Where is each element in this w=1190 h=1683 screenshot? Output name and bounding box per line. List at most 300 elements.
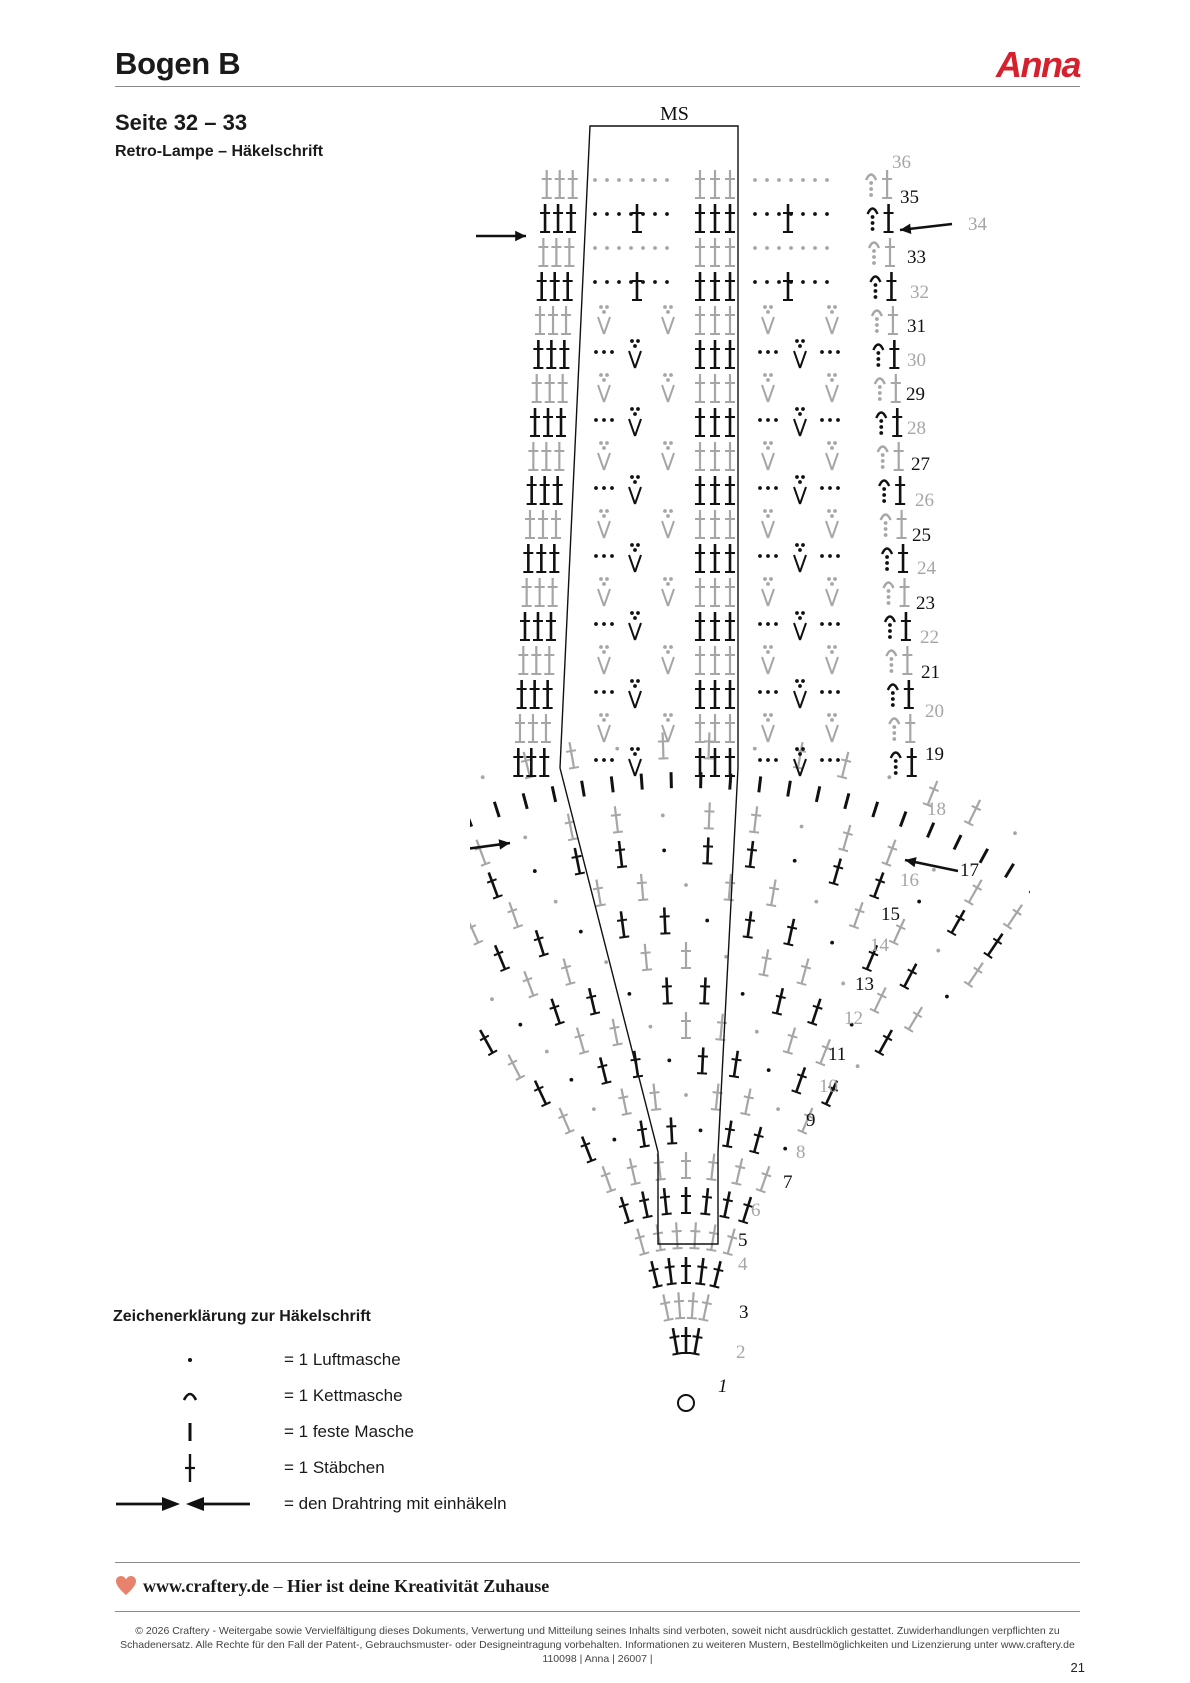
chain-stitch-symbol <box>836 486 840 490</box>
chain-stitch-symbol <box>602 486 606 490</box>
v-stitch-symbol <box>762 713 774 742</box>
v-stitch-symbol <box>794 475 806 504</box>
chain-stitch-symbol <box>594 622 598 626</box>
chain-stitch-symbol <box>885 561 889 565</box>
chain-stitch-symbol <box>763 441 767 445</box>
copyright-notice: © 2026 Craftery - Weitergabe sowie Vervielfältigung dieses Dokuments, Verwertung und Mitteilung seines Inhalts sind verboten, soweit nicht ausdrücklich gestattet. Zuwiderhandlungen verpflichten zu Schadenersatz. Alle Rechte für den Fall der Patent-, Gebrauchsmuster- oder Designeintragung vorbehalten. Informationen zu weiteren Mustern, Bestellmöglichkeiten und Lizenzierung unter www.craftery.de 110098 | Anna | 26007 | <box>120 1625 1075 1665</box>
stitch-foot <box>662 1213 672 1214</box>
v-right <box>668 589 674 606</box>
stitch-stem <box>900 812 906 827</box>
row-number-29: 29 <box>906 384 925 405</box>
chain-stitch-symbol <box>891 703 895 707</box>
stitch-stem <box>980 849 988 863</box>
chain-stitch-symbol <box>871 227 875 231</box>
stitch-crossbar <box>688 1301 698 1302</box>
chain-stitch-symbol <box>665 280 669 284</box>
v-left <box>662 317 668 334</box>
stitch-foot <box>837 776 847 778</box>
double-crochet-symbol <box>653 1153 666 1180</box>
stitch-crossbar <box>598 1065 608 1067</box>
chain-stitch-symbol <box>661 814 665 818</box>
stitch-stem <box>508 1055 520 1078</box>
stitch-foot <box>640 1145 650 1147</box>
v-stitch-symbol <box>662 441 674 470</box>
stitch-foot <box>667 1143 677 1144</box>
site-url[interactable]: www.craftery.de <box>143 1576 269 1596</box>
chain-stitch-symbol <box>663 713 667 717</box>
chain-stitch-symbol <box>605 212 609 216</box>
stitch-crossbar <box>735 1166 745 1168</box>
double-crochet-symbol <box>649 1083 662 1110</box>
chain-stitch-symbol <box>669 373 673 377</box>
double-crochet-symbol <box>759 948 773 975</box>
row-number-31: 31 <box>907 316 926 337</box>
v-left <box>629 623 635 640</box>
chain-stitch-symbol <box>801 339 805 343</box>
stitch-crossbar <box>660 1302 670 1304</box>
chain-stitch-symbol <box>798 480 802 484</box>
stitch-stem <box>764 949 769 975</box>
double-crochet-symbol <box>664 1257 677 1284</box>
stitch-crossbar <box>637 882 647 883</box>
chain-stitch-symbol <box>801 679 805 683</box>
double-crochet-symbol <box>540 476 550 504</box>
double-crochet-symbol <box>695 646 705 674</box>
v-right <box>604 385 610 402</box>
v-left <box>598 657 604 674</box>
chain-stitch-symbol <box>753 747 757 751</box>
stitch-crossbar <box>670 1336 680 1338</box>
slip-stitch-symbol <box>888 685 898 691</box>
double-crochet-symbol <box>783 1026 800 1054</box>
double-crochet-symbol <box>731 1157 747 1185</box>
chain-stitch-symbol <box>825 246 829 250</box>
chain-stitch-symbol <box>523 836 527 840</box>
v-left <box>826 725 832 742</box>
slip-stitch-symbol <box>879 481 889 487</box>
double-crochet-symbol <box>904 1004 926 1031</box>
v-stitch-symbol <box>629 747 641 776</box>
v-right <box>635 351 641 368</box>
double-crochet-symbol <box>710 714 720 742</box>
chain-stitch-symbol <box>830 446 834 450</box>
chain-stitch-symbol <box>869 187 873 191</box>
chain-stitch-symbol <box>879 431 883 435</box>
chain-stitch-symbol <box>833 373 837 377</box>
double-crochet-symbol <box>710 748 720 776</box>
row-number-35: 35 <box>900 187 919 208</box>
stitch-stem <box>1005 864 1013 878</box>
double-crochet-symbol <box>725 646 735 674</box>
chain-stitch-symbol <box>827 373 831 377</box>
chain-stitch-symbol <box>827 577 831 581</box>
double-crochet-symbol <box>740 1088 755 1115</box>
stitch-stem <box>843 825 850 850</box>
row-number-11: 11 <box>828 1044 847 1065</box>
chain-stitch-symbol <box>774 554 778 558</box>
row-number-28: 28 <box>907 418 926 439</box>
chain-stitch-symbol <box>830 514 834 518</box>
double-crochet-symbol <box>695 442 705 470</box>
stitch-stem <box>582 1137 591 1161</box>
chain-stitch-symbol <box>795 611 799 615</box>
v-stitch-symbol <box>794 543 806 572</box>
chain-stitch-symbol <box>828 690 832 694</box>
chain-stitch-symbol <box>830 718 834 722</box>
v-stitch-symbol <box>826 305 838 334</box>
double-crochet-symbol <box>710 510 720 538</box>
v-stitch-symbol <box>662 645 674 674</box>
stitch-foot <box>619 936 629 937</box>
stitch-stem <box>536 930 544 955</box>
stitch-stem <box>714 1261 720 1286</box>
stitch-stem <box>603 1166 612 1191</box>
v-right <box>832 657 838 674</box>
chain-stitch-symbol <box>887 589 891 593</box>
double-crochet-symbol <box>555 1106 574 1134</box>
v-right <box>768 725 774 742</box>
v-left <box>629 555 635 572</box>
v-left <box>826 657 832 674</box>
legend-item-slip <box>110 1382 530 1410</box>
double-crochet-symbol <box>659 907 670 933</box>
chain-stitch-symbol <box>793 859 797 863</box>
chain-stitch-symbol <box>766 350 770 354</box>
double-crochet-symbol <box>598 1165 616 1193</box>
v-left <box>762 317 768 334</box>
double-crochet-symbol <box>522 578 532 606</box>
chain-stitch-symbol <box>617 246 621 250</box>
double-crochet-symbol <box>699 977 710 1003</box>
stitch-crossbar <box>566 750 576 752</box>
double-crochet-symbol <box>556 408 566 436</box>
row-number-17: 17 <box>960 860 979 881</box>
chain-stitch-symbol <box>641 178 645 182</box>
chain-stitch-symbol <box>827 441 831 445</box>
chain-stitch-symbol <box>629 246 633 250</box>
chain-stitch-symbol <box>789 280 793 284</box>
stitch-foot <box>700 1213 710 1214</box>
double-crochet-symbol <box>895 476 905 504</box>
chain-stitch-symbol <box>884 533 888 537</box>
v-right <box>604 725 610 742</box>
v-right <box>668 453 674 470</box>
v-right <box>635 623 641 640</box>
v-stitch-symbol <box>826 713 838 742</box>
arrow-head <box>515 231 526 241</box>
chain-stitch-symbol <box>878 385 882 389</box>
chain-stitch-symbol <box>665 178 669 182</box>
chain-stitch-symbol <box>666 514 670 518</box>
double-crochet-symbol <box>570 847 585 874</box>
stitch-stem <box>969 800 980 823</box>
chain-stitch-symbol <box>663 373 667 377</box>
chain-stitch-symbol <box>755 1030 759 1034</box>
double-crochet-symbol <box>563 272 573 300</box>
chain-stitch-symbol <box>602 554 606 558</box>
double-crochet-symbol <box>829 857 846 885</box>
double-crochet-symbol <box>568 170 578 198</box>
stitch-stem <box>761 1166 770 1191</box>
chain-stitch-symbol <box>636 475 640 479</box>
double-crochet-symbol <box>725 374 735 402</box>
stitch-foot <box>651 1109 661 1110</box>
chain-stitch-symbol <box>610 758 614 762</box>
chain-stitch-symbol <box>610 690 614 694</box>
v-right <box>635 419 641 436</box>
legend-item-wire <box>110 1490 530 1518</box>
double-crochet-symbol <box>695 340 705 368</box>
double-crochet-symbol <box>695 272 705 300</box>
v-left <box>629 691 635 708</box>
chain-stitch-symbol <box>669 509 673 513</box>
double-crochet-symbol <box>797 957 814 985</box>
slip-stitch-symbol <box>886 651 896 657</box>
double-crochet-symbol <box>838 824 855 852</box>
double-crochet-symbol <box>517 680 527 708</box>
chain-stitch-symbol <box>633 752 637 756</box>
double-crochet-symbol <box>700 1188 713 1215</box>
stitch-foot <box>759 974 769 976</box>
chain-stitch-symbol <box>763 373 767 377</box>
chain-stitch-symbol <box>885 567 889 571</box>
chain-stitch-symbol <box>798 684 802 688</box>
legend-text: = 1 feste Masche <box>284 1422 414 1441</box>
chain-stitch-symbol <box>633 616 637 620</box>
double-crochet-symbol <box>889 340 899 368</box>
chain-stitch-symbol <box>610 350 614 354</box>
v-stitch-symbol <box>794 611 806 640</box>
double-crochet-symbol <box>541 442 551 470</box>
chain-stitch-symbol <box>798 548 802 552</box>
row-number-34: 34 <box>968 214 987 235</box>
v-right <box>635 691 641 708</box>
double-crochet-symbol <box>558 374 568 402</box>
chain-stitch-symbol <box>774 486 778 490</box>
chain-stitch-symbol <box>594 554 598 558</box>
chain-stitch-symbol <box>801 407 805 411</box>
v-right <box>800 623 806 640</box>
double-crochet-symbol <box>875 1028 896 1056</box>
stitch-stem <box>630 1158 636 1183</box>
chain-stitch-symbol <box>602 446 606 450</box>
double-crochet-symbol <box>710 680 720 708</box>
single-crochet-symbol <box>927 823 933 838</box>
v-right <box>768 657 774 674</box>
stitch-stem <box>968 963 983 985</box>
double-crochet-symbol <box>565 741 579 768</box>
chain-stitch-symbol <box>795 475 799 479</box>
chain-stitch-symbol <box>801 178 805 182</box>
chain-stitch-symbol <box>636 339 640 343</box>
chain-stitch-symbol <box>825 212 829 216</box>
stitch-stem <box>727 1121 731 1147</box>
v-left <box>662 385 668 402</box>
chain-stitch-symbol <box>599 645 603 649</box>
double-crochet-symbol <box>505 901 523 929</box>
double-crochet-symbol <box>888 306 898 334</box>
v-stitch-symbol <box>826 577 838 606</box>
double-crochet-symbol <box>695 544 705 572</box>
chain-stitch-symbol <box>602 758 606 762</box>
v-stitch-symbol <box>629 339 641 368</box>
site-separator: – <box>273 1576 283 1596</box>
chain-stitch-symbol <box>653 280 657 284</box>
chain-stitch-symbol <box>663 509 667 513</box>
chain-stitch-symbol <box>599 509 603 513</box>
single-crochet-symbol <box>1005 864 1013 878</box>
double-crochet-symbol <box>725 578 735 606</box>
chain-stitch-symbol <box>820 622 824 626</box>
double-crochet-symbol <box>658 1293 673 1320</box>
stitch-stem <box>621 911 624 937</box>
double-crochet-symbol <box>725 680 735 708</box>
stitch-foot <box>706 1179 716 1180</box>
stitch-stem <box>796 1067 805 1092</box>
chain-stitch-symbol <box>605 305 609 309</box>
v-stitch-symbol <box>598 305 610 334</box>
chain-stitch-symbol <box>777 280 781 284</box>
double-crochet-symbol <box>947 908 968 936</box>
chain-stitch-symbol <box>579 930 583 934</box>
chain-stitch-symbol <box>602 378 606 382</box>
double-crochet-symbol <box>901 612 911 640</box>
v-left <box>794 555 800 572</box>
double-crochet-symbol <box>523 544 533 572</box>
v-stitch-symbol <box>598 577 610 606</box>
stitch-stem <box>716 1084 719 1110</box>
chain-stitch-symbol <box>801 246 805 250</box>
stitch-stem <box>552 999 560 1024</box>
v-right <box>768 385 774 402</box>
chain-stitch-symbol <box>665 212 669 216</box>
v-right <box>635 759 641 776</box>
single-crochet-symbol <box>980 849 988 863</box>
stitch-crossbar <box>649 1092 659 1093</box>
v-stitch-symbol <box>794 339 806 368</box>
row-number-10: 10 <box>819 1076 838 1097</box>
double-crochet-symbol <box>535 578 545 606</box>
chain-stitch-symbol <box>801 611 805 615</box>
stitch-crossbar <box>672 1231 682 1232</box>
stitch-foot <box>642 969 652 970</box>
double-crochet-symbol <box>545 374 555 402</box>
double-crochet-symbol <box>900 961 921 989</box>
stitch-crossbar <box>747 849 757 850</box>
double-crochet-symbol <box>695 510 705 538</box>
chain-stitch-symbol <box>830 310 834 314</box>
single-crochet-symbol <box>900 812 906 827</box>
chain-stitch-symbol <box>653 212 657 216</box>
stitch-stem <box>477 840 486 864</box>
chain-stitch-symbol <box>763 509 767 513</box>
chain-stitch-symbol <box>766 582 770 586</box>
chain-stitch-symbol <box>766 554 770 558</box>
chain-stitch-symbol <box>593 246 597 250</box>
chain-stitch-symbol <box>630 747 634 751</box>
chain-stitch-symbol <box>763 645 767 649</box>
stitch-crossbar <box>639 1199 649 1201</box>
stitch-stem <box>734 1051 738 1077</box>
v-stitch-symbol <box>629 679 641 708</box>
double-crochet-symbol <box>608 1018 623 1045</box>
double-crochet-symbol <box>553 476 563 504</box>
chain-stitch-symbol <box>636 679 640 683</box>
double-crochet-symbol <box>725 340 735 368</box>
double-crochet-symbol <box>470 917 483 945</box>
double-crochet-symbol <box>614 840 627 867</box>
v-right <box>668 521 674 538</box>
double-crochet-symbol <box>681 1187 691 1213</box>
stitch-foot <box>711 1109 721 1110</box>
stitch-foot <box>722 1145 732 1147</box>
double-crochet-symbol <box>633 1227 650 1255</box>
stitch-crossbar <box>627 1166 637 1168</box>
double-crochet-symbol <box>725 170 735 198</box>
double-crochet-symbol <box>964 960 987 987</box>
chain-stitch-symbol <box>884 521 888 525</box>
chain-stitch-symbol <box>758 486 762 490</box>
chain-stitch-symbol <box>874 289 878 293</box>
chain-stitch-symbol <box>630 475 634 479</box>
chain-stitch-symbol <box>876 363 880 367</box>
stitch-stem <box>729 874 731 900</box>
v-left <box>662 589 668 606</box>
chain-stitch-symbol <box>820 554 824 558</box>
chain-stitch-symbol <box>889 663 893 667</box>
chain-stitch-symbol <box>593 212 597 216</box>
double-crochet-symbol <box>695 408 705 436</box>
chain-stitch-symbol <box>936 949 940 953</box>
stitch-stem <box>736 1158 742 1183</box>
stitch-stem <box>759 776 761 792</box>
v-left <box>826 521 832 538</box>
chain-stitch-symbol <box>599 373 603 377</box>
stitch-stem <box>854 902 863 927</box>
double-crochet-symbol <box>632 272 642 300</box>
slip-stitch-symbol <box>889 719 899 725</box>
chain-stitch-symbol <box>665 246 669 250</box>
stitch-stem <box>575 848 580 873</box>
double-crochet-symbol <box>539 748 549 776</box>
chain-stitch-symbol <box>641 246 645 250</box>
double-crochet-symbol <box>504 1052 525 1080</box>
chain-stitch-symbol <box>490 997 494 1001</box>
double-crochet-symbol <box>531 929 548 957</box>
chain-stitch-symbol <box>669 441 673 445</box>
stitch-stem <box>489 872 498 896</box>
stitch-stem <box>524 971 533 995</box>
heart-icon <box>115 1575 137 1597</box>
chain-stitch-symbol <box>766 514 770 518</box>
chain-stitch-symbol <box>827 713 831 717</box>
stitch-crossbar <box>708 1162 718 1163</box>
double-crochet-symbol <box>807 997 825 1025</box>
slip-stitch-symbol <box>869 243 879 249</box>
stitch-crossbar <box>762 957 772 959</box>
double-crochet-symbol <box>710 578 720 606</box>
chain-stitch-symbol <box>594 418 598 422</box>
chain-stitch-symbol <box>827 645 831 649</box>
single-crochet-icon <box>110 1418 270 1446</box>
double-crochet-symbol <box>681 942 691 968</box>
stitch-foot <box>596 904 606 906</box>
stitch-stem <box>669 1258 672 1284</box>
stitch-foot <box>766 904 776 906</box>
double-crochet-symbol <box>715 1013 727 1040</box>
stitch-crossbar <box>725 882 735 883</box>
row-number-30: 30 <box>907 350 926 371</box>
